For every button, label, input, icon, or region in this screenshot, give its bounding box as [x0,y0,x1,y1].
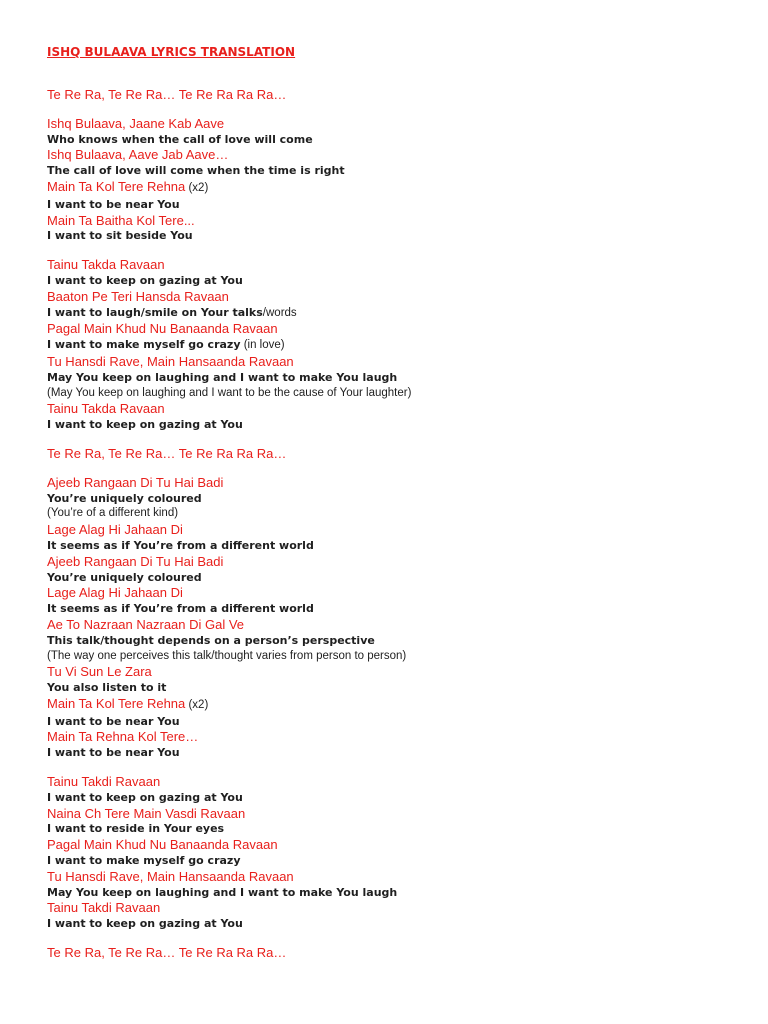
line-text: I want to be near You [47,746,180,760]
lyric-line [47,729,747,745]
line-text: Tainu Takda Ravaan [47,257,165,273]
lyric-line [47,147,747,163]
line-text: Pagal Main Khud Nu Banaanda Ravaan [47,321,278,337]
line-text: I want to keep on gazing at You [47,418,243,432]
translation-line [47,821,747,837]
line-text: Main Ta Kol Tere Rehna [47,178,186,194]
translation-line [47,228,747,244]
lyric-line [47,401,747,417]
stanza [47,87,747,103]
line-text: You also listen to it [47,681,167,695]
stanza [47,945,747,961]
line-text: Ajeeb Rangaan Di Tu Hai Badi [47,474,224,490]
translation-line [47,417,747,433]
line-note: (x2) [185,181,209,194]
lyric-line [47,522,747,538]
line-text: It seems as if You’re from a different world [47,602,314,616]
translation-line [47,337,747,354]
translation-line [47,197,747,213]
line-text: (The way one perceives this talk/thought varies from person to person) [47,649,407,662]
translation-line [47,132,747,148]
line-text: I want to make myself go crazy [47,338,241,352]
line-text: May You keep on laughing and I want to make You laugh [47,370,398,384]
stanza [47,774,747,932]
line-text: Lage Alag Hi Jahaan Di [47,585,183,601]
lyric-line [47,664,747,680]
document-title: ISHQ BULAAVA LYRICS TRANSLATION [47,45,296,59]
lyric-line [47,354,747,370]
stanza [47,116,747,244]
translation-line [47,305,747,322]
line-text: Ishq Bulaava, Aave Jab Aave… [47,147,229,163]
line-note: (x2) [185,698,209,711]
translation-line [47,853,747,869]
lyric-line [47,446,747,462]
line-text: Ishq Bulaava, Jaane Kab Aave [47,115,225,131]
translation-line [47,538,747,554]
lyric-line [47,869,747,885]
lyric-line [47,900,747,916]
line-text: Baaton Pe Teri Hansda Ravaan [47,288,229,304]
line-text: Tu Hansdi Rave, Main Hansaanda Ravaan [47,353,294,369]
translation-line [47,163,747,179]
lyric-line [47,806,747,822]
lyric-line [47,554,747,570]
lyric-line [47,87,747,103]
line-text: Main Ta Baitha Kol Tere... [47,212,195,228]
stanza [47,475,747,761]
translation-line [47,491,747,507]
lyrics-document [47,44,747,974]
translation-line [47,273,747,289]
line-text: Pagal Main Khud Nu Banaanda Ravaan [47,837,278,853]
line-text: I want to reside in Your eyes [47,822,225,836]
translation-line [47,714,747,730]
lyric-line [47,475,747,491]
translation-line [47,885,747,901]
line-text: Tu Vi Sun Le Zara [47,664,152,680]
lyric-line [47,179,747,197]
translation-line [47,745,747,761]
line-note: (in love) [240,339,285,352]
line-text: (May You keep on laughing and I want to be the cause of Your laughter) [47,386,412,399]
lyric-line [47,696,747,714]
line-text: I want to make myself go crazy [47,854,241,868]
line-text: Who knows when the call of love will come [47,132,313,146]
line-text: This talk/thought depends on a person’s perspective [47,633,375,647]
line-text: I want to keep on gazing at You [47,790,243,804]
explanation-note [47,506,747,522]
line-text: Tu Hansdi Rave, Main Hansaanda Ravaan [47,868,294,884]
translation-line [47,916,747,932]
line-text: Lage Alag Hi Jahaan Di [47,522,183,538]
lyrics-content [47,87,747,961]
line-text: I want to sit beside You [47,229,193,243]
lyric-line [47,213,747,229]
lyric-line [47,321,747,337]
line-text: You’re uniquely coloured [47,491,202,505]
line-text: Naina Ch Tere Main Vasdi Ravaan [47,805,246,821]
lyric-line [47,257,747,273]
translation-line [47,633,747,649]
lyric-line [47,774,747,790]
translation-line [47,370,747,386]
line-text: I want to be near You [47,197,180,211]
explanation-note [47,386,747,402]
line-text: Tainu Takdi Ravaan [47,900,161,916]
explanation-note [47,649,747,665]
line-text: Ae To Nazraan Nazraan Di Gal Ve [47,616,245,632]
line-text: Tainu Takdi Ravaan [47,774,161,790]
line-text: It seems as if You’re from a different world [47,538,314,552]
line-text: I want to be near You [47,714,180,728]
lyric-line [47,617,747,633]
line-text: Te Re Ra, Te Re Ra… Te Re Ra Ra Ra… [47,445,287,461]
line-text: May You keep on laughing and I want to make You laugh [47,885,398,899]
line-text: Main Ta Kol Tere Rehna [47,695,186,711]
lyric-line [47,945,747,961]
line-text: I want to laugh/smile on Your talks [47,305,263,319]
translation-line [47,680,747,696]
lyric-line [47,837,747,853]
stanza [47,257,747,433]
translation-line [47,570,747,586]
line-text: I want to keep on gazing at You [47,273,243,287]
line-note: /words [262,306,297,319]
line-text: Te Re Ra, Te Re Ra… Te Re Ra Ra Ra… [47,945,287,961]
line-text: Ajeeb Rangaan Di Tu Hai Badi [47,553,224,569]
line-text: You’re uniquely coloured [47,570,202,584]
line-text: (You’re of a different kind) [47,507,179,520]
line-text: Te Re Ra, Te Re Ra… Te Re Ra Ra Ra… [47,87,287,102]
translation-line [47,601,747,617]
lyric-line [47,585,747,601]
line-text: Tainu Takda Ravaan [47,401,165,417]
lyric-line [47,116,747,132]
line-text: The call of love will come when the time is right [47,164,345,178]
lyric-line [47,289,747,305]
line-text: I want to keep on gazing at You [47,917,243,931]
stanza [47,446,747,462]
line-text: Main Ta Rehna Kol Tere… [47,729,199,745]
translation-line [47,790,747,806]
